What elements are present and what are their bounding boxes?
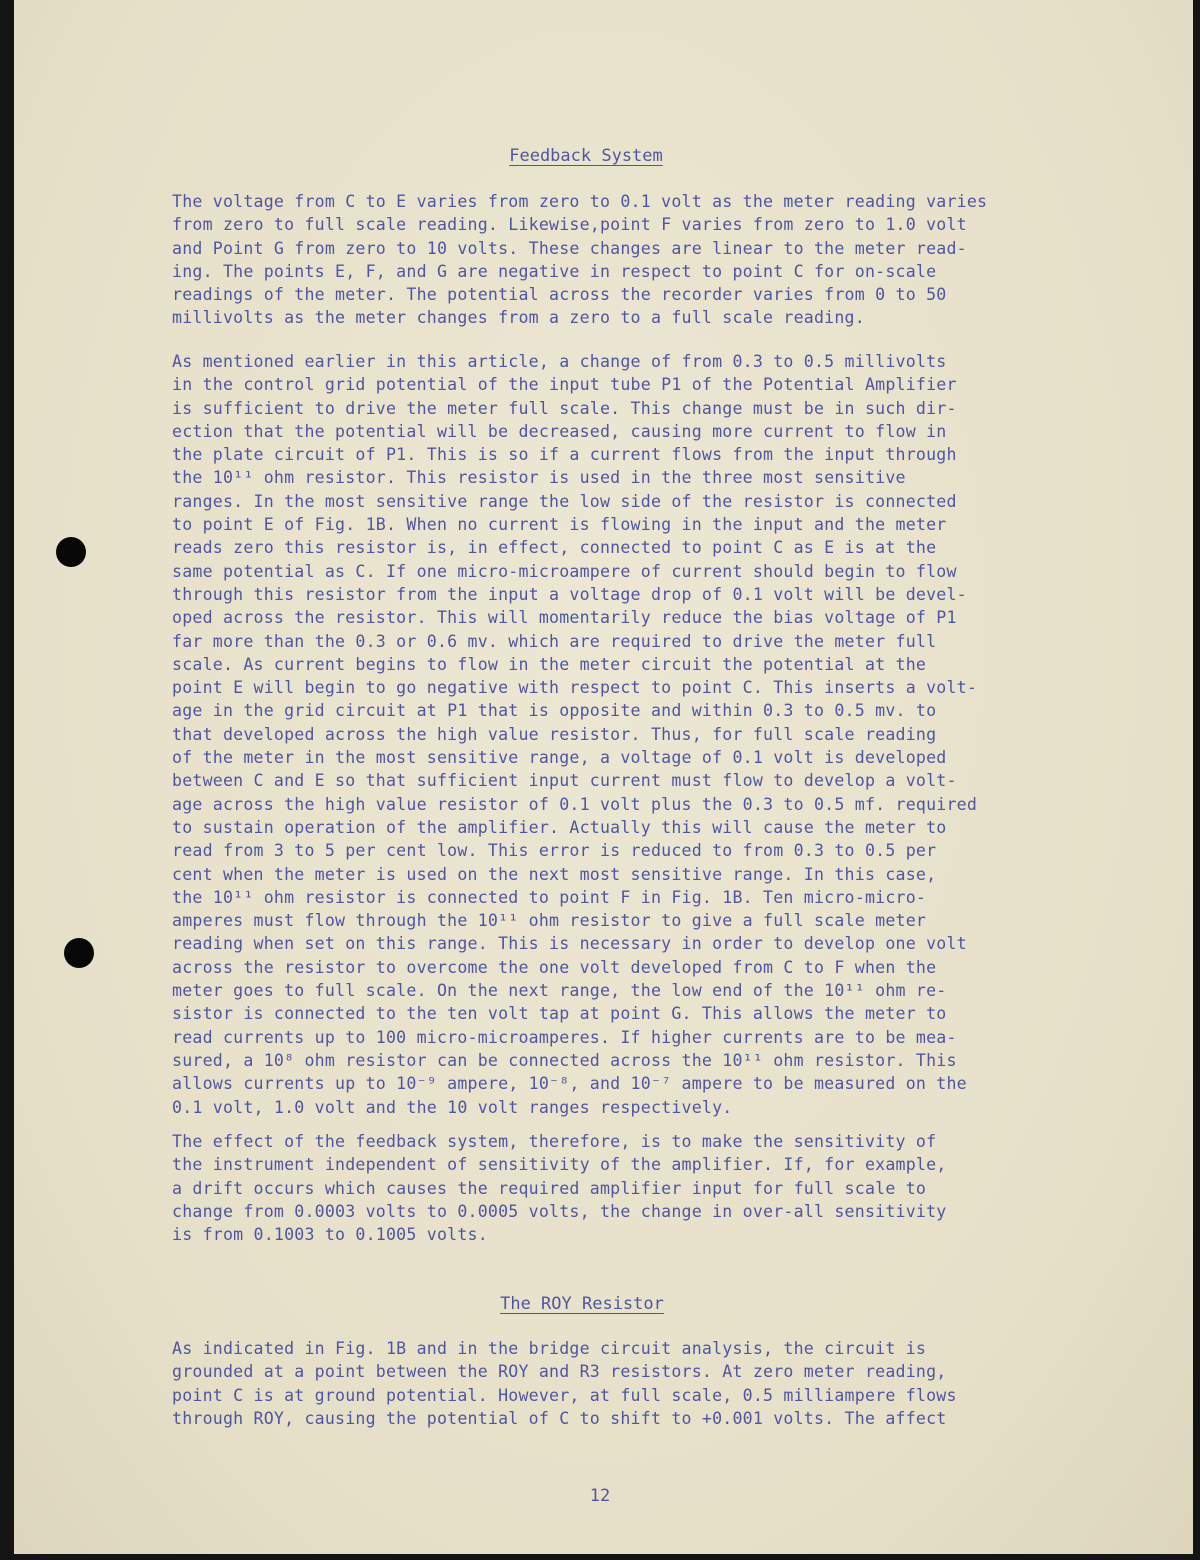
paragraph-1 [172,190,1092,330]
section-heading-roy-resistor: The ROY Resistor [500,1294,664,1314]
text-line: age in the grid circuit at P1 that is opposite and within 0.3 to 0.5 mv. to [172,701,937,721]
text-line: scale. As current begins to flow in the meter circuit the potential at the [172,654,927,674]
text-line: the plate circuit of P1. This is so if a current flows from the input through [172,445,957,465]
text-line: that developed across the high value resistor. Thus, for full scale reading [172,724,937,744]
text-line: sured, a 10⁸ ohm resistor can be connected across the 10¹¹ ohm resistor. This [172,1050,957,1070]
text-line: cent when the meter is used on the next most sensitive range. In this case, [172,864,937,884]
text-line: read from 3 to 5 per cent low. This error is reduced to from 0.3 to 0.5 per [172,841,937,861]
text-line: the 10¹¹ ohm resistor. This resistor is used in the three most sensitive [172,468,906,488]
text-line: far more than the 0.3 or 0.6 mv. which are required to drive the meter full [172,631,937,651]
text-line: to point E of Fig. 1B. When no current is flowing in the input and the meter [172,515,947,535]
text-line: oped across the resistor. This will momentarily reduce the bias voltage of P1 [172,608,957,628]
text-line: 0.1 volt, 1.0 volt and the 10 volt ranges respectively. [172,1097,733,1117]
punch-hole [56,537,86,567]
text-line: amperes must flow through the 10¹¹ ohm resistor to give a full scale meter [172,911,927,931]
text-line: readings of the meter. The potential across the recorder varies from 0 to 50 [172,285,947,305]
scan-edge-right [1193,0,1200,1560]
paragraph-3 [172,1130,1092,1246]
scan-edge-bottom [0,1554,1200,1560]
text-line: ection that the potential will be decreased, causing more current to flow in [172,421,947,441]
text-line: to sustain operation of the amplifier. Actually this will cause the meter to [172,817,947,837]
text-line: allows currents up to 10⁻⁹ ampere, 10⁻⁸, and 10⁻⁷ ampere to be measured on the [172,1074,967,1094]
text-line: same potential as C. If one micro-microampere of current should begin to flow [172,561,957,581]
punch-hole [64,938,94,968]
text-line: age across the high value resistor of 0.1 volt plus the 0.3 to 0.5 mf. required [172,794,978,814]
text-line: As indicated in Fig. 1B and in the bridge circuit analysis, the circuit is [172,1339,927,1358]
text-line: between C and E so that sufficient input current must flow to develop a volt- [172,771,957,791]
text-line: point C is at ground potential. However, at full scale, 0.5 milliampere flows [172,1385,957,1405]
text-line: ing. The points E, F, and G are negative in respect to point C for on-scale [172,261,937,281]
text-line: point E will begin to go negative with respect to point C. This inserts a volt- [172,678,978,698]
text-line: through this resistor from the input a voltage drop of 0.1 volt will be devel- [172,584,967,604]
text-line: of the meter in the most sensitive range, a voltage of 0.1 volt is developed [172,748,947,768]
section-heading-feedback-system: Feedback System [509,146,663,166]
text-line: and Point G from zero to 10 volts. These changes are linear to the meter read- [172,238,967,258]
text-line: a drift occurs which causes the required amplifier input for full scale to [172,1178,927,1198]
text-line: the 10¹¹ ohm resistor is connected to point F in Fig. 1B. Ten micro-micro- [172,887,927,907]
paragraph-2 [172,350,1092,1119]
text-line: in the control grid potential of the input tube P1 of the Potential Amplifier [172,375,957,395]
text-line: grounded at a point between the ROY and R3 resistors. At zero meter reading, [172,1362,947,1382]
text-line: read currents up to 100 micro-microamperes. If higher currents are to be mea- [172,1027,957,1047]
text-line: the instrument independent of sensitivity of the amplifier. If, for example, [172,1155,947,1175]
text-line: The effect of the feedback system, therefore, is to make the sensitivity of [172,1132,937,1151]
text-line: reading when set on this range. This is necessary in order to develop one volt [172,934,967,954]
text-line: As mentioned earlier in this article, a change of from 0.3 to 0.5 millivolts [172,352,947,371]
text-line: reads zero this resistor is, in effect, connected to point C as E is at the [172,538,937,558]
page-number: 12 [589,1486,611,1506]
paragraph-4 [172,1337,1092,1430]
text-line: millivolts as the meter changes from a zero to a full scale reading. [172,308,865,328]
text-line: from zero to full scale reading. Likewise,point F varies from zero to 1.0 volt [172,215,967,235]
scan-edge-left [0,0,14,1560]
text-line: is from 0.1003 to 0.1005 volts. [172,1225,488,1245]
text-line: change from 0.0003 volts to 0.0005 volts, the change in over-all sensitivity [172,1201,947,1221]
text-line: meter goes to full scale. On the next range, the low end of the 10¹¹ ohm re- [172,981,947,1001]
text-line: The voltage from C to E varies from zero to 0.1 volt as the meter reading varies [172,192,988,211]
text-line: sistor is connected to the ten volt tap at point G. This allows the meter to [172,1004,947,1024]
text-line: ranges. In the most sensitive range the low side of the resistor is connected [172,491,957,511]
text-line: is sufficient to drive the meter full scale. This change must be in such dir- [172,398,957,418]
text-line: across the resistor to overcome the one volt developed from C to F when the [172,957,937,977]
text-line: through ROY, causing the potential of C to shift to +0.001 volts. The affect [172,1408,947,1428]
